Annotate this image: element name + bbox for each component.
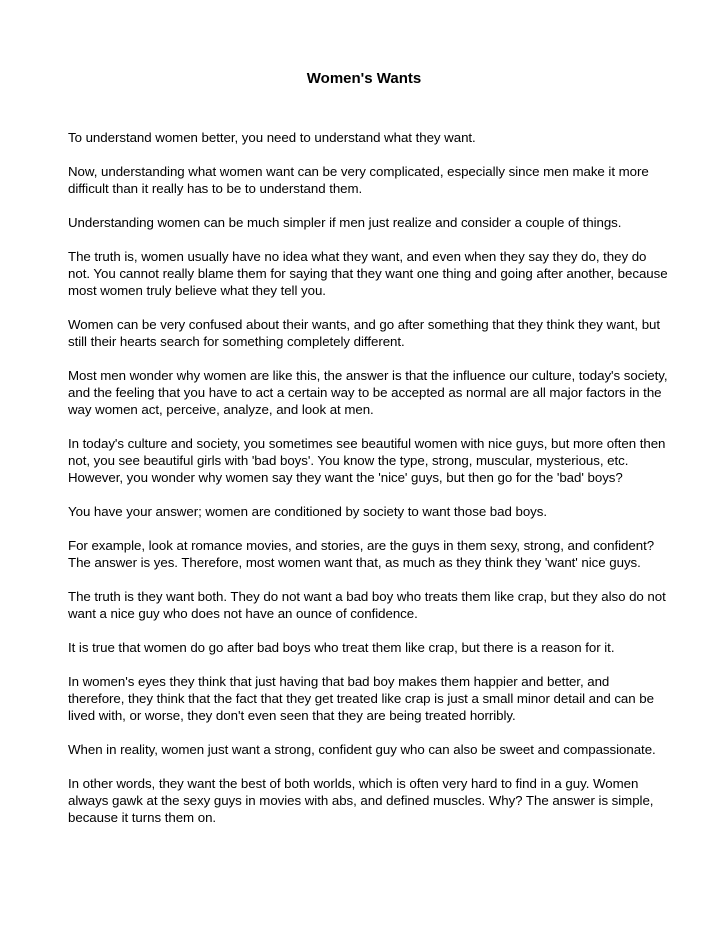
paragraph-6: Most men wonder why women are like this, the answer is that the influence our culture, today's society, and the feeling that you have to act a certain way to be accepted as normal are all major factors in the way women act, perceive, analyze, and look at men.: [68, 368, 668, 417]
paragraph-11: It is true that women do go after bad boys who treat them like crap, but there is a reason for it.: [68, 640, 615, 655]
paragraph-8: You have your answer; women are conditioned by society to want those bad boys.: [68, 504, 548, 519]
paragraph-14: In other words, they want the best of both worlds, which is often very hard to find in a guy. Women always gawk at the sexy guys in movies with abs, and defined muscles. Why? The answer is simple, because it turns them on.: [68, 776, 654, 825]
paragraph-3: Understanding women can be much simpler if men just realize and consider a couple of things.: [68, 215, 622, 230]
paragraph-7: In today's culture and society, you sometimes see beautiful women with nice guys, but more often then not, you see beautiful girls with 'bad boys'. You know the type, strong, muscular, mysterious, etc. However, you wonder why women say they want the 'nice' guys, but then go for the 'bad' boys?: [68, 436, 666, 485]
document-title: Women's Wants: [306, 70, 422, 87]
paragraph-9: For example, look at romance movies, and stories, are the guys in them sexy, strong, and confident? The answer is yes. Therefore, most women want that, as much as they think they 'want' nice guys.: [68, 538, 655, 570]
paragraph-13: When in reality, women just want a strong, confident guy who can also be sweet and compassionate.: [68, 742, 656, 757]
paragraph-4: The truth is, women usually have no idea what they want, and even when they say they do, they do not. You cannot really blame them for saying that they want one thing and going after another, because most women truly believe what they tell you.: [68, 249, 668, 298]
paragraph-5: Women can be very confused about their wants, and go after something that they think they want, but still their hearts search for something completely different.: [68, 317, 661, 349]
paragraph-1: To understand women better, you need to understand what they want.: [68, 130, 476, 145]
paragraph-2: Now, understanding what women want can be very complicated, especially since men make it more difficult than it really has to be to understand them.: [68, 164, 649, 196]
paragraph-12: In women's eyes they think that just having that bad boy makes them happier and better, and therefore, they think that the fact that they get treated like crap is just a small minor detail and can be lived with, or worse, they don't even seen that they are being treated horribly.: [68, 674, 654, 723]
document-body: [68, 129, 668, 843]
paragraph-10: The truth is they want both. They do not want a bad boy who treats them like crap, but they also do not want a nice guy who does not have an ounce of confidence.: [68, 589, 666, 621]
